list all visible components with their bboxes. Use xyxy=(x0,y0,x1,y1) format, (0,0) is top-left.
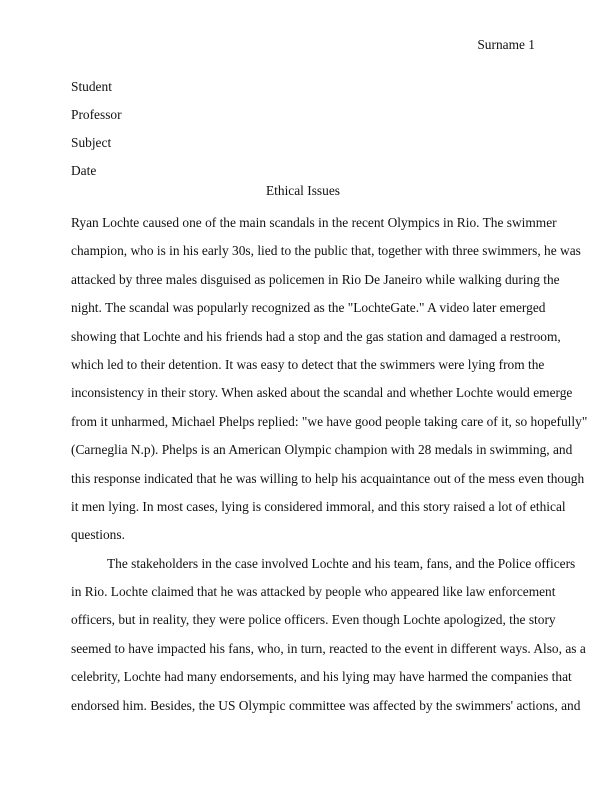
text-line: celebrity, Lochte had many endorsements, and his lying may have harmed the companies that xyxy=(71,669,572,685)
text-line: Ryan Lochte caused one of the main scandals in the recent Olympics in Rio. The swimmer xyxy=(71,215,557,230)
text-line: this response indicated that he was willing to help his acquaintance out of the mess even though xyxy=(71,470,585,486)
student-name: Student xyxy=(71,79,112,94)
text-line: in Rio. Lochte claimed that he was attacked by people who appeared like law enforcement xyxy=(71,584,556,600)
text-line: it men lying. In most cases, lying is considered immoral, and this story raised a lot of ethical xyxy=(71,498,566,514)
date: Date xyxy=(71,163,97,178)
professor-name: Professor xyxy=(71,107,122,122)
text-line: night. The scandal was popularly recognized as the "LochteGate." A video later emerged xyxy=(71,300,546,316)
text-line: showing that Lochte and his friends had a stop and the gas station and damaged a restroom, xyxy=(71,328,561,344)
text-line: (Carneglia N.p). Phelps is an American Olympic champion with 28 medals in swimming, and xyxy=(71,442,573,458)
paragraph-1 xyxy=(71,209,588,550)
text-line: from it unharmed, Michael Phelps replied: "we have good people taking care of it, so hopefully" xyxy=(71,413,588,429)
text-line: The stakeholders in the case involved Lochte and his team, fans, and the Police officers xyxy=(107,555,576,571)
text-line: questions. xyxy=(71,527,125,543)
text-line: seemed to have impacted his fans, who, in turn, reacted to the event in different ways. Also, as a xyxy=(71,640,586,656)
text-line: officers, but in reality, they were police officers. Even though Lochte apologized, the story xyxy=(71,612,556,628)
text-line: which led to their detention. It was easy to detect that the swimmers were lying from the xyxy=(71,356,545,372)
text-line: champion, who is in his early 30s, lied to the public that, together with three swimmers, he was xyxy=(71,243,581,259)
running-head: Surname 1 xyxy=(477,37,535,52)
heading-block xyxy=(71,73,122,185)
text-line: endorsed him. Besides, the US Olympic committee was affected by the swimmers' actions, and xyxy=(71,697,581,713)
text-line: attacked by three males disguised as policemen in Rio De Janeiro while walking during the xyxy=(71,271,560,287)
subject-name: Subject xyxy=(71,135,112,150)
body-text xyxy=(71,209,588,720)
paragraph-2 xyxy=(71,550,586,720)
text-line: inconsistency in their story. When asked about the scandal and whether Lochte would emerge xyxy=(71,385,573,401)
document-title: Ethical Issues xyxy=(265,183,340,198)
